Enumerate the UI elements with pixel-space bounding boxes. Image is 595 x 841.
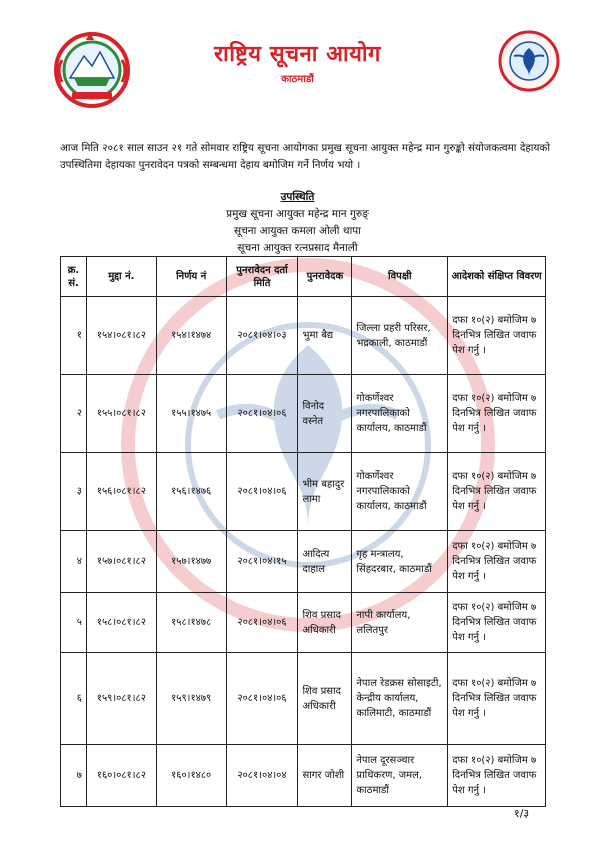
table-row (61, 297, 546, 375)
column-header: मुद्दा नं. (86, 257, 156, 297)
attendance-member: सूचना आयुक्त रत्नप्रसाद मैनाली (237, 242, 358, 254)
cell-appellant: भीम बहादुर लामा (298, 453, 352, 531)
attendance-member: प्रमुख सूचना आयुक्त महेन्द्र मान गुरुङ् (226, 208, 369, 220)
cell-case-number: १५५।०८१।८२ (86, 375, 156, 453)
page-number: १/३ (514, 807, 530, 820)
cell-serial: ७ (61, 745, 87, 807)
cell-appeal-date: २०८१।०४।०६ (226, 653, 298, 745)
attendance-block (0, 189, 595, 257)
cell-decision-number: १५६।१४७६ (156, 453, 226, 531)
cell-appellant: आदित्य दाहाल (298, 531, 352, 593)
table-row (61, 531, 546, 593)
cell-decision-number: १५४।१४७४ (156, 297, 226, 375)
cell-serial: ६ (61, 653, 87, 745)
cell-order-summary: दफा १०(२) बमोजिम ७ दिनभित्र लिखित जवाफ पेश गर्नु । (448, 745, 546, 807)
cell-respondent: गोकर्णेश्वर नगरपालिकाको कार्यालय, काठमाडौं (352, 453, 448, 531)
cell-appeal-date: २०८१।०४।०३ (226, 297, 298, 375)
cell-respondent: गोकर्णेश्वर नगरपालिकाको कार्यालय, काठमाडौं (352, 375, 448, 453)
cell-appellant: विनोद वस्नेत (298, 375, 352, 453)
cell-case-number: १५८।०८१।८२ (86, 593, 156, 653)
cell-respondent: नेपाल दूरसञ्चार प्राधिकरण, जमल, काठमाडौं (352, 745, 448, 807)
cell-order-summary: दफा १०(२) बमोजिम ७ दिनभित्र लिखित जवाफ पेश गर्नु । (448, 653, 546, 745)
cell-case-number: १५९।०८१।८२ (86, 653, 156, 745)
cell-decision-number: १५५।१४७५ (156, 375, 226, 453)
cell-order-summary: दफा १०(२) बमोजिम ७ दिनभित्र लिखित जवाफ पेश गर्नु । (448, 375, 546, 453)
cell-order-summary: दफा १०(२) बमोजिम ७ दिनभित्र लिखित जवाफ पेश गर्नु । (448, 297, 546, 375)
commission-seal-icon (498, 30, 560, 92)
cell-appeal-date: २०८१।०४।०४ (226, 745, 298, 807)
table-header-row (61, 257, 546, 297)
cell-appeal-date: २०८१।०४।०६ (226, 375, 298, 453)
column-header: आदेशको संक्षिप्त विवरण (448, 257, 546, 297)
attendance-heading: उपस्थिति (280, 191, 315, 203)
cell-appellant: भुमा बैद्य (298, 297, 352, 375)
cell-order-summary: दफा १०(२) बमोजिम ७ दिनभित्र लिखित जवाफ पेश गर्नु । (448, 453, 546, 531)
cell-respondent: नेपाल रेडक्रस सोसाइटी, केन्द्रीय कार्यालय, कालिमाटी, काठमाडौं (352, 653, 448, 745)
cell-decision-number: १५९।१४७९ (156, 653, 226, 745)
cell-case-number: १५७।०८१।८२ (86, 531, 156, 593)
cell-decision-number: १५८।१४७८ (156, 593, 226, 653)
cell-respondent: जिल्ला प्रहरी परिसर, भद्रकाली, काठमाडौं (352, 297, 448, 375)
cell-serial: ५ (61, 593, 87, 653)
table-row (61, 653, 546, 745)
column-header: विपक्षी (352, 257, 448, 297)
cell-serial: १ (61, 297, 87, 375)
cell-serial: ३ (61, 453, 87, 531)
table-row (61, 453, 546, 531)
cell-case-number: १५४।०८१।८२ (86, 297, 156, 375)
cell-appeal-date: २०८१।०४।१५ (226, 531, 298, 593)
column-header: पुनरावेदन दर्ता मिति (226, 257, 298, 297)
cell-respondent: नापी कार्यालय, ललितपुर (352, 593, 448, 653)
organization-title: राष्ट्रिय सूचना आयोग (214, 42, 381, 67)
cell-appeal-date: २०८१।०४।०६ (226, 453, 298, 531)
table-row (61, 593, 546, 653)
decision-table (60, 256, 546, 807)
cell-serial: ४ (61, 531, 87, 593)
column-header: क्र. सं. (61, 257, 87, 297)
cell-appellant: शिव प्रसाद अधिकारी (298, 653, 352, 745)
letterhead (0, 0, 595, 120)
cell-respondent: गृह मन्त्रालय, सिंहदरबार, काठमाडौं (352, 531, 448, 593)
table-row (61, 745, 546, 807)
cell-order-summary: दफा १०(२) बमोजिम ७ दिनभित्र लिखित जवाफ पेश गर्नु । (448, 593, 546, 653)
cell-decision-number: १५७।१४७७ (156, 531, 226, 593)
organization-location: काठमाडौं (281, 74, 314, 85)
cell-appeal-date: २०८१।०४।०६ (226, 593, 298, 653)
cell-case-number: १६०।०८१।८२ (86, 745, 156, 807)
cell-serial: २ (61, 375, 87, 453)
column-header: पुनरावेदक (298, 257, 352, 297)
cell-appellant: सागर जोशी (298, 745, 352, 807)
intro-paragraph: आज मिति २०८१ साल साउन २१ गते सोमवार राष्ट्रिय सूचना आयोगका प्रमुख सूचना आयुक्त महेन्द्र मान गुरुङ्को संयोजकत्वमा देहायको उपस्थितिमा देहायका पुनरावेदन पत्रको सम्बन्धमा देहाय बमोजिम गर्ने निर्णय भयो । (60, 142, 550, 171)
column-header: निर्णय नं (156, 257, 226, 297)
cell-order-summary: दफा १०(२) बमोजिम ७ दिनभित्र लिखित जवाफ पेश गर्नु । (448, 531, 546, 593)
cell-appellant: शिव प्रसाद अधिकारी (298, 593, 352, 653)
cell-decision-number: १६०।१४८० (156, 745, 226, 807)
table-row (61, 375, 546, 453)
cell-case-number: १५६।०८१।८२ (86, 453, 156, 531)
attendance-member: सूचना आयुक्त कमला ओली थापा (234, 225, 361, 237)
